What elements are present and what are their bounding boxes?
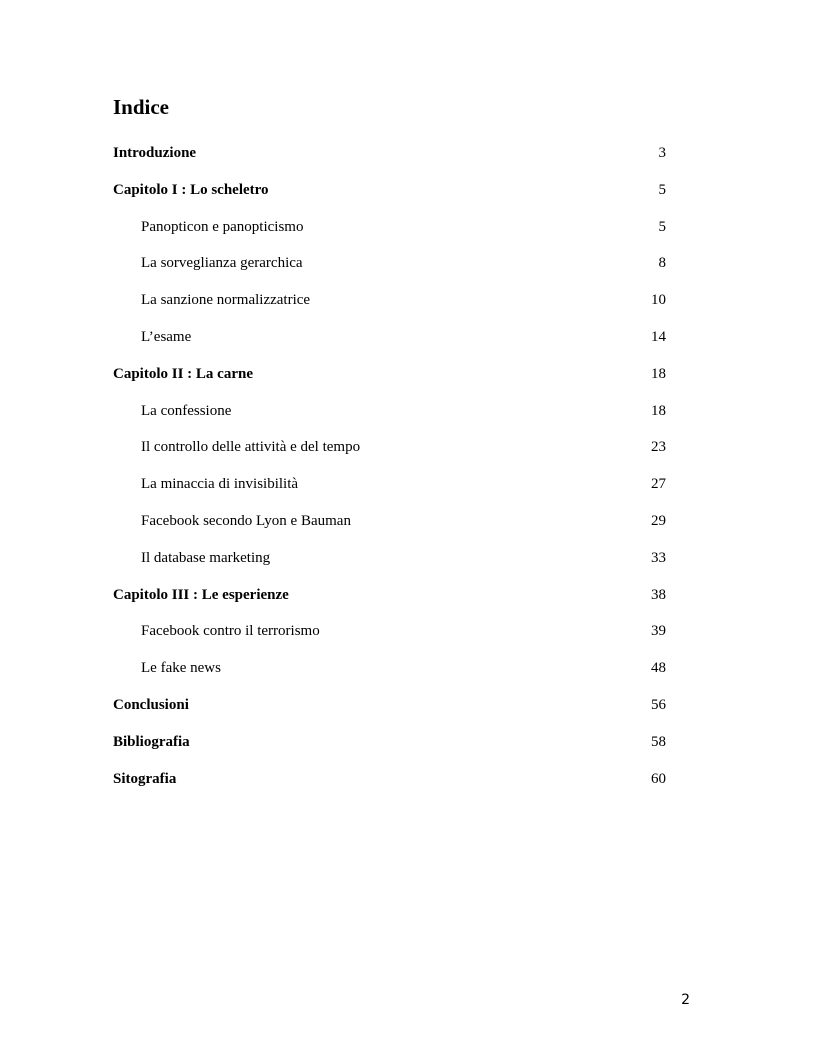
toc-entry-capitolo-1[interactable] [0,178,816,215]
toc-entry-capitolo-2[interactable] [0,362,816,399]
toc-entry-label: L’esame [141,328,192,345]
toc-entry-page: 33 [651,549,666,566]
toc-entry-capitolo-3[interactable] [0,583,816,620]
toc-entry-label: Il controllo delle attività e del tempo [141,439,361,456]
toc-entry-bibliografia[interactable] [0,730,816,767]
toc-entry-confessione[interactable] [0,399,816,436]
toc-entry-page: 14 [651,328,666,345]
toc-entry-label: Sitografia [113,770,177,787]
toc-entry-label: Il database marketing [141,549,271,566]
toc-entry-database-marketing[interactable] [0,546,816,583]
toc-entry-page: 18 [651,402,666,419]
page-number: 2 [681,992,690,1008]
toc-entry-page: 18 [651,365,666,382]
toc-entry-page: 56 [651,696,666,713]
toc-entry-page: 10 [651,292,666,309]
toc-entry-page: 38 [651,586,666,603]
toc-entry-label: La sanzione normalizzatrice [141,292,311,309]
toc-entry-sorveglianza[interactable] [0,251,816,288]
toc-entry-page: 5 [658,218,666,235]
toc-entry-label: Capitolo II : La carne [113,365,253,382]
toc-entry-label: Bibliografia [113,733,190,750]
toc-entry-label: Facebook secondo Lyon e Bauman [141,512,351,529]
toc-entry-controllo[interactable] [0,435,816,472]
toc-entry-facebook-terrorismo[interactable] [0,619,816,656]
toc-entry-page: 23 [651,439,666,456]
toc-entry-page: 48 [651,660,666,677]
toc-entry-esame[interactable] [0,325,816,362]
toc-entry-page: 5 [658,181,666,198]
toc-entry-page: 39 [651,623,666,640]
toc-entry-facebook-lyon-bauman[interactable] [0,509,816,546]
toc-entry-label: La sorveglianza gerarchica [141,255,303,272]
toc-entry-page: 27 [651,476,666,493]
table-of-contents [0,141,816,803]
page-title: Indice [113,95,170,119]
toc-entry-fake-news[interactable] [0,656,816,693]
toc-entry-label: Capitolo I : Lo scheletro [113,181,269,198]
toc-entry-sitografia[interactable] [0,767,816,804]
toc-entry-introduzione[interactable] [0,141,816,178]
toc-entry-page: 8 [658,255,666,272]
toc-entry-label: La minaccia di invisibilità [141,476,299,493]
toc-entry-minaccia[interactable] [0,472,816,509]
toc-entry-page: 60 [651,770,666,787]
toc-entry-page: 29 [651,512,666,529]
toc-entry-sanzione[interactable] [0,288,816,325]
toc-entry-label: Introduzione [113,145,197,161]
toc-entry-label: Facebook contro il terrorismo [141,623,320,640]
toc-entry-conclusioni[interactable] [0,693,816,730]
toc-entry-label: Panopticon e panopticismo [141,218,304,235]
toc-entry-page: 3 [658,145,666,161]
toc-entry-label: Le fake news [141,660,221,677]
toc-entry-label: Conclusioni [113,696,189,713]
toc-entry-label: Capitolo III : Le esperienze [113,586,289,603]
toc-entry-panopticon[interactable] [0,215,816,252]
toc-entry-label: La confessione [141,402,232,419]
toc-entry-page: 58 [651,733,666,750]
